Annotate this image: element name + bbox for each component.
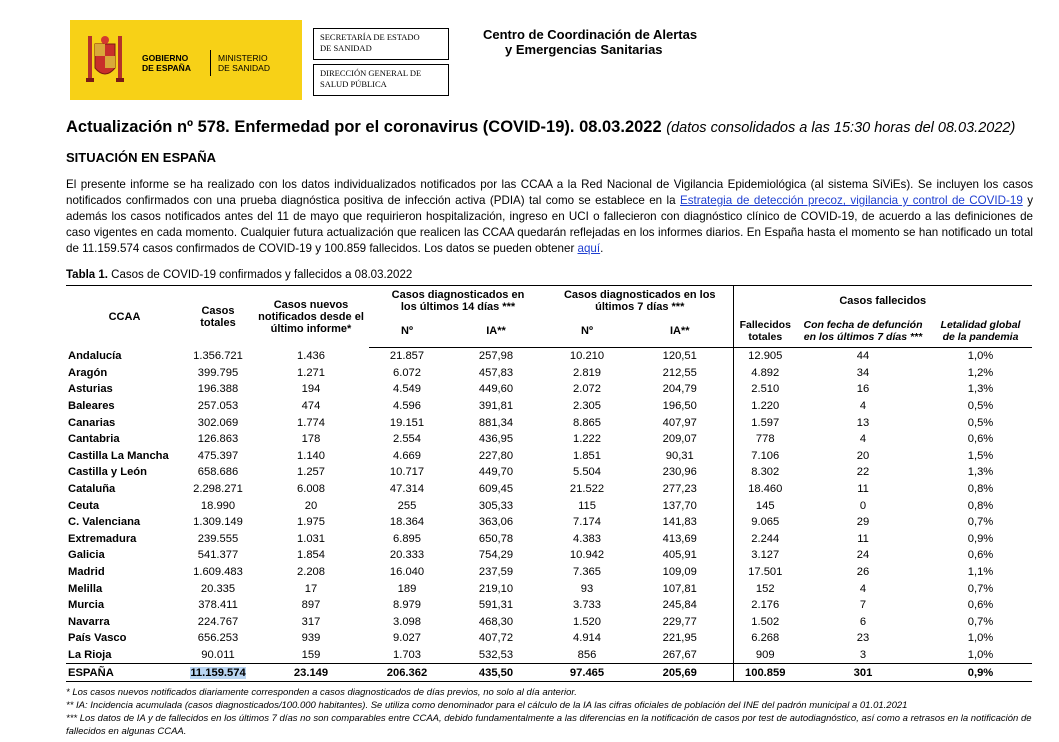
ccaa-name-cell: Castilla La Mancha xyxy=(68,449,169,462)
th-letalidad: Letalidad global de la pandemia xyxy=(929,316,1032,348)
value-cell: 221,95 xyxy=(662,632,697,645)
value-cell: 9.027 xyxy=(393,632,421,645)
value-cell: 219,10 xyxy=(478,582,514,595)
ccaa-name-cell: Madrid xyxy=(68,566,105,579)
aqui-link[interactable]: aquí xyxy=(577,242,601,255)
value-cell: 407,97 xyxy=(662,416,697,429)
th-ia14: IA** xyxy=(445,316,547,348)
value-cell: 10.942 xyxy=(569,549,605,562)
table-row xyxy=(66,464,1032,481)
value-cell: 21.857 xyxy=(389,350,425,363)
table-row xyxy=(66,448,1032,465)
value-cell: 189 xyxy=(397,582,417,595)
value-cell: 137,70 xyxy=(662,499,697,512)
coat-of-arms-icon xyxy=(84,34,126,86)
table-row xyxy=(66,414,1032,431)
value-cell: 1.436 xyxy=(297,350,325,363)
value-cell: 1,5% xyxy=(967,449,994,462)
value-cell: 1.031 xyxy=(297,532,325,545)
ccaa-name-cell: Extremadura xyxy=(68,532,137,545)
ccaa-name-cell: Murcia xyxy=(68,599,105,612)
value-cell: 1.502 xyxy=(733,614,797,631)
value-cell: 468,30 xyxy=(478,615,514,628)
ccaa-name-cell: C. Valenciana xyxy=(68,516,141,529)
value-cell: 8.979 xyxy=(393,599,421,612)
value-cell: 881,34 xyxy=(478,416,514,429)
value-cell: 1.140 xyxy=(297,449,325,462)
value-cell: 0,7% xyxy=(967,615,994,628)
th-nuevos: Casos nuevos notificados desde el último informe* xyxy=(253,286,369,348)
value-cell: 1.222 xyxy=(573,433,601,446)
value-cell: 399.795 xyxy=(197,366,239,379)
table-row xyxy=(66,531,1032,548)
value-cell: 239.555 xyxy=(197,532,239,545)
value-cell: 3.733 xyxy=(573,599,601,612)
value-cell: 4.549 xyxy=(393,383,421,396)
th-fallecidos: Casos fallecidos xyxy=(733,286,1032,316)
value-cell: 1.609.483 xyxy=(193,566,243,579)
direccion-box: DIRECCIÓN GENERAL DE SALUD PÚBLICA xyxy=(313,64,449,96)
value-cell: 204,79 xyxy=(662,383,697,396)
value-cell: 1.854 xyxy=(297,549,325,562)
value-cell: 3.098 xyxy=(393,615,421,628)
value-cell: 18.460 xyxy=(733,481,797,498)
value-cell: 1.257 xyxy=(297,466,325,479)
value-cell: 1.975 xyxy=(297,516,325,529)
value-cell: 449,60 xyxy=(478,383,514,396)
value-cell: 1,0% xyxy=(967,632,994,645)
value-cell: 267,67 xyxy=(662,648,697,661)
value-cell: 939 xyxy=(301,632,321,645)
table-row xyxy=(66,431,1032,448)
table-row xyxy=(66,497,1032,514)
value-cell: 436,95 xyxy=(478,433,514,446)
table-row xyxy=(66,514,1032,531)
value-cell: 1,1% xyxy=(967,566,994,579)
value-cell: 20 xyxy=(856,449,870,462)
value-cell: 245,84 xyxy=(662,599,697,612)
secretaria-box: SECRETARÍA DE ESTADO DE SANIDAD xyxy=(313,28,449,60)
value-cell: 21.522 xyxy=(569,483,605,496)
value-cell: 0,5% xyxy=(967,400,994,413)
table-row xyxy=(66,381,1032,398)
value-cell: 856 xyxy=(577,648,597,661)
th-fall-totales: Fallecidos totales xyxy=(733,316,797,348)
title-main: Actualización nº 578. Enfermedad por el coronavirus (COVID-19). 08.03.2022 xyxy=(66,118,662,136)
ccaa-name-cell: Castilla y León xyxy=(68,466,147,479)
value-cell: 0,6% xyxy=(967,549,994,562)
value-cell: 17 xyxy=(304,582,318,595)
table-row xyxy=(66,348,1032,365)
value-cell: 90.011 xyxy=(201,648,235,661)
value-cell: 909 xyxy=(733,647,797,664)
centro-coordinacion: Centro de Coordinación de Alertas y Emergencias Sanitarias xyxy=(483,27,698,57)
value-cell: 227,80 xyxy=(478,449,514,462)
value-cell: 24 xyxy=(856,549,870,562)
value-cell: 178 xyxy=(301,433,321,446)
th-casos-totales: Casos totales xyxy=(183,286,253,348)
table-row xyxy=(66,365,1032,382)
value-cell: 255 xyxy=(397,499,417,512)
ccaa-name-cell: Galicia xyxy=(68,549,105,562)
value-cell: 205,69 xyxy=(627,664,733,682)
value-cell: 449,70 xyxy=(478,466,514,479)
value-cell: 18.990 xyxy=(200,499,236,512)
value-cell: 7.106 xyxy=(733,448,797,465)
value-cell: 107,81 xyxy=(662,582,697,595)
ccaa-name-cell: ESPAÑA xyxy=(66,664,183,682)
value-cell: 47.314 xyxy=(389,483,425,496)
value-cell: 591,31 xyxy=(478,599,514,612)
value-cell: 93 xyxy=(580,582,594,595)
ccaa-name-cell: Melilla xyxy=(68,582,103,595)
value-cell: 212,55 xyxy=(662,366,697,379)
value-cell: 0,8% xyxy=(967,483,994,496)
footnote-1: * Los casos nuevos notificados diariamente corresponden a casos diagnosticados de días previos, no solo al día anterior. xyxy=(66,687,577,698)
value-cell: 1,0% xyxy=(967,350,994,363)
total-row xyxy=(66,664,1032,682)
value-cell: 0,7% xyxy=(967,516,994,529)
value-cell: 8.302 xyxy=(733,464,797,481)
value-cell: 6.072 xyxy=(393,366,421,379)
value-cell: 656.253 xyxy=(197,632,239,645)
value-cell: 237,59 xyxy=(478,566,514,579)
footnote-3: *** Los datos de IA y de fallecidos en los últimos 7 días no son comparables entre CCAA, debido fundamentalmente a las diferencias en la notificación de casos por test de autodiagnóstico, así como a retrasos en la notificación de fallecidos en algunas CCAA. xyxy=(66,713,1032,737)
table-row xyxy=(66,398,1032,415)
value-cell: 100.859 xyxy=(733,664,797,682)
value-cell: 194 xyxy=(301,383,321,396)
value-cell: 7.365 xyxy=(573,566,601,579)
value-cell: 2.244 xyxy=(733,531,797,548)
value-cell: 97.465 xyxy=(547,664,627,682)
intro-paragraph: El presente informe se ha realizado con los datos individualizados notificados por las CCAA a la Red Nacional de Vigilancia Epidemiológica (al sistema SiViEs). Se incluyen los casos notificados confirmados con una prueba diagnóstica positiva de infección activa (PDIA) tal como se establece en la Estrategia de detección precoz, vigilancia y control de COVID-19 y además los casos notificados antes del 11 de mayo que requirieron hospitalización, ingreso en UCI o fallecieron con diagnóstico clínico de COVID-19, de acuerdo a las definiciones de caso vigentes en cada momento. Cualquier futura actualización que realicen las CCAA quedarán reflejadas en los informes diarios. En España hasta el momento se han notificado un total de 11.159.574 casos confirmados de COVID-19 y 100.859 fallecidos. Los datos se pueden obtener aquí. xyxy=(66,178,1034,255)
value-cell: 0,8% xyxy=(967,499,994,512)
value-cell: 23 xyxy=(856,632,870,645)
value-cell: 3.127 xyxy=(733,547,797,564)
ccaa-name-cell: La Rioja xyxy=(68,648,112,661)
value-cell: 6.008 xyxy=(297,483,325,496)
value-cell: 2.208 xyxy=(297,566,325,579)
table-row xyxy=(66,630,1032,647)
ccaa-name-cell: Cantabria xyxy=(68,433,120,446)
highlighted-total: 11.159.574 xyxy=(190,666,246,679)
ccaa-name-cell: Cataluña xyxy=(68,483,116,496)
value-cell: 7 xyxy=(859,599,867,612)
value-cell: 4.892 xyxy=(733,365,797,382)
value-cell: 2.072 xyxy=(573,383,601,396)
value-cell: 159 xyxy=(301,648,321,661)
value-cell: 4 xyxy=(859,400,867,413)
value-cell: 7.174 xyxy=(573,516,601,529)
value-cell: 20.333 xyxy=(389,549,425,562)
th-fall-7: Con fecha de defunción en los últimos 7 días *** xyxy=(797,316,929,348)
ccaa-name-cell: Aragón xyxy=(68,366,108,379)
value-cell: 0,9% xyxy=(967,532,994,545)
value-cell: 206.362 xyxy=(369,664,445,682)
value-cell: 277,23 xyxy=(662,483,697,496)
value-cell: 141,83 xyxy=(662,516,697,529)
value-cell: 209,07 xyxy=(662,433,697,446)
value-cell: 26 xyxy=(856,566,870,579)
table-row xyxy=(66,580,1032,597)
footnote-2: ** IA: Incidencia acumulada (casos diagnosticados/100.000 habitantes). Se utiliza como denominador para el cálculo de la IA las cifras oficiales de población del INE del padrón municipal a 01.01.2021 xyxy=(66,700,908,711)
value-cell: 20 xyxy=(304,499,318,512)
value-cell: 5.504 xyxy=(573,466,601,479)
value-cell: 1.703 xyxy=(393,648,421,661)
value-cell: 2.298.271 xyxy=(193,483,243,496)
value-cell: 391,81 xyxy=(478,400,514,413)
ccaa-name-cell: Asturias xyxy=(68,383,113,396)
th-ccaa: CCAA xyxy=(66,286,183,348)
value-cell: 532,53 xyxy=(478,648,514,661)
value-cell: 196,50 xyxy=(662,400,697,413)
value-cell: 609,45 xyxy=(478,483,514,496)
value-cell: 229,77 xyxy=(662,615,697,628)
value-cell: 44 xyxy=(856,350,870,363)
value-cell xyxy=(183,664,253,682)
value-cell: 16.040 xyxy=(389,566,425,579)
value-cell: 301 xyxy=(797,664,929,682)
value-cell: 1.520 xyxy=(573,615,601,628)
th-14dias: Casos diagnosticados en los últimos 14 días *** xyxy=(369,286,547,316)
value-cell: 230,96 xyxy=(662,466,697,479)
value-cell: 126.863 xyxy=(197,433,239,446)
ccaa-name-cell: Andalucía xyxy=(68,350,122,363)
value-cell: 10.717 xyxy=(389,466,425,479)
table-row xyxy=(66,481,1032,498)
value-cell: 363,06 xyxy=(478,516,514,529)
value-cell: 407,72 xyxy=(478,632,514,645)
value-cell: 4.596 xyxy=(393,400,421,413)
value-cell: 457,83 xyxy=(478,366,514,379)
value-cell: 17.501 xyxy=(733,564,797,581)
value-cell: 2.554 xyxy=(393,433,421,446)
th-ia7: IA** xyxy=(627,316,733,348)
value-cell: 435,50 xyxy=(445,664,547,682)
value-cell: 4.914 xyxy=(573,632,601,645)
value-cell: 1,3% xyxy=(967,383,994,396)
footnotes xyxy=(66,686,1041,738)
gobierno-text: GOBIERNO DE ESPAÑA xyxy=(142,53,191,73)
value-cell: 19.151 xyxy=(389,416,425,429)
value-cell: 778 xyxy=(733,431,797,448)
title-sub: (datos consolidados a las 15:30 horas del 08.03.2022) xyxy=(666,120,1016,136)
value-cell: 1.220 xyxy=(733,398,797,415)
value-cell: 224.767 xyxy=(197,615,239,628)
value-cell: 257.053 xyxy=(197,400,239,413)
th-7dias: Casos diagnosticados en los últimos 7 días *** xyxy=(547,286,733,316)
th-n14: Nº xyxy=(369,316,445,348)
value-cell: 152 xyxy=(733,580,797,597)
value-cell: 18.364 xyxy=(389,516,425,529)
value-cell: 1.356.721 xyxy=(193,350,243,363)
value-cell: 0,5% xyxy=(967,416,994,429)
logo-divider xyxy=(210,50,211,76)
th-n7: Nº xyxy=(547,316,627,348)
value-cell: 8.865 xyxy=(573,416,601,429)
section-title: SITUACIÓN EN ESPAÑA xyxy=(66,150,216,165)
value-cell: 1.309.149 xyxy=(193,516,243,529)
value-cell: 257,98 xyxy=(478,350,514,363)
value-cell: 11 xyxy=(857,483,869,496)
ccaa-name-cell: Canarias xyxy=(68,416,116,429)
ccaa-name-cell: Navarra xyxy=(68,615,110,628)
value-cell: 22 xyxy=(856,466,870,479)
value-cell: 897 xyxy=(301,599,321,612)
value-cell: 1,2% xyxy=(967,366,994,379)
value-cell: 34 xyxy=(856,366,870,379)
value-cell: 115 xyxy=(578,499,596,512)
value-cell: 4 xyxy=(859,582,867,595)
value-cell: 196.388 xyxy=(197,383,239,396)
value-cell: 475.397 xyxy=(197,449,239,462)
value-cell: 12.905 xyxy=(733,348,797,365)
table-row xyxy=(66,597,1032,614)
table-row xyxy=(66,547,1032,564)
value-cell: 4 xyxy=(859,433,867,446)
value-cell: 2.819 xyxy=(573,366,601,379)
ccaa-name-cell: País Vasco xyxy=(68,632,127,645)
value-cell: 1.774 xyxy=(297,416,325,429)
value-cell: 0,7% xyxy=(967,582,994,595)
value-cell: 11 xyxy=(857,532,869,545)
gobierno-logo xyxy=(70,20,302,100)
value-cell: 1,3% xyxy=(967,466,994,479)
value-cell: 541.377 xyxy=(197,549,239,562)
table-row xyxy=(66,647,1032,664)
ccaa-name-cell: Ceuta xyxy=(68,499,100,512)
value-cell: 1.597 xyxy=(733,414,797,431)
value-cell: 29 xyxy=(856,516,870,529)
value-cell: 10.210 xyxy=(569,350,605,363)
value-cell: 145 xyxy=(733,497,797,514)
value-cell: 1.851 xyxy=(573,449,601,462)
ministerio-text: MINISTERIO DE SANIDAD xyxy=(218,53,270,73)
value-cell: 413,69 xyxy=(662,532,697,545)
value-cell: 1,0% xyxy=(967,648,994,661)
value-cell: 0,6% xyxy=(967,433,994,446)
value-cell: 90,31 xyxy=(665,449,694,462)
value-cell: 16 xyxy=(856,383,870,396)
value-cell: 754,29 xyxy=(478,549,514,562)
value-cell: 305,33 xyxy=(478,499,514,512)
value-cell: 4.383 xyxy=(573,532,601,545)
value-cell: 9.065 xyxy=(733,514,797,531)
value-cell: 109,09 xyxy=(662,566,697,579)
value-cell: 0,6% xyxy=(967,599,994,612)
table-row xyxy=(66,564,1032,581)
page-title xyxy=(66,118,1015,137)
value-cell: 6 xyxy=(859,615,867,628)
value-cell: 20.335 xyxy=(200,582,236,595)
value-cell: 302.069 xyxy=(197,416,239,429)
value-cell: 23.149 xyxy=(253,664,369,682)
value-cell: 2.510 xyxy=(733,381,797,398)
value-cell: 2.305 xyxy=(573,400,601,413)
value-cell: 6.895 xyxy=(393,532,421,545)
value-cell: 13 xyxy=(856,416,870,429)
value-cell: 650,78 xyxy=(478,532,514,545)
value-cell: 120,51 xyxy=(662,350,697,363)
table-caption: Tabla 1. Casos de COVID-19 confirmados y fallecidos a 08.03.2022 xyxy=(66,269,413,281)
value-cell: 6.268 xyxy=(733,630,797,647)
value-cell: 1.271 xyxy=(297,366,325,379)
value-cell: 2.176 xyxy=(733,597,797,614)
ccaa-name-cell: Baleares xyxy=(68,400,115,413)
value-cell: 378.411 xyxy=(198,599,238,612)
value-cell: 4.669 xyxy=(393,449,421,462)
value-cell: 0,9% xyxy=(929,664,1032,682)
value-cell: 317 xyxy=(301,615,321,628)
value-cell: 405,91 xyxy=(662,549,697,562)
value-cell: 658.686 xyxy=(197,466,239,479)
covid-table xyxy=(66,285,1032,682)
estrategia-link[interactable]: Estrategia de detección precoz, vigilancia y control de COVID-19 xyxy=(679,194,1023,207)
value-cell: 3 xyxy=(859,648,867,661)
value-cell: 474 xyxy=(301,400,321,413)
value-cell: 0 xyxy=(859,499,867,512)
table-row xyxy=(66,614,1032,631)
